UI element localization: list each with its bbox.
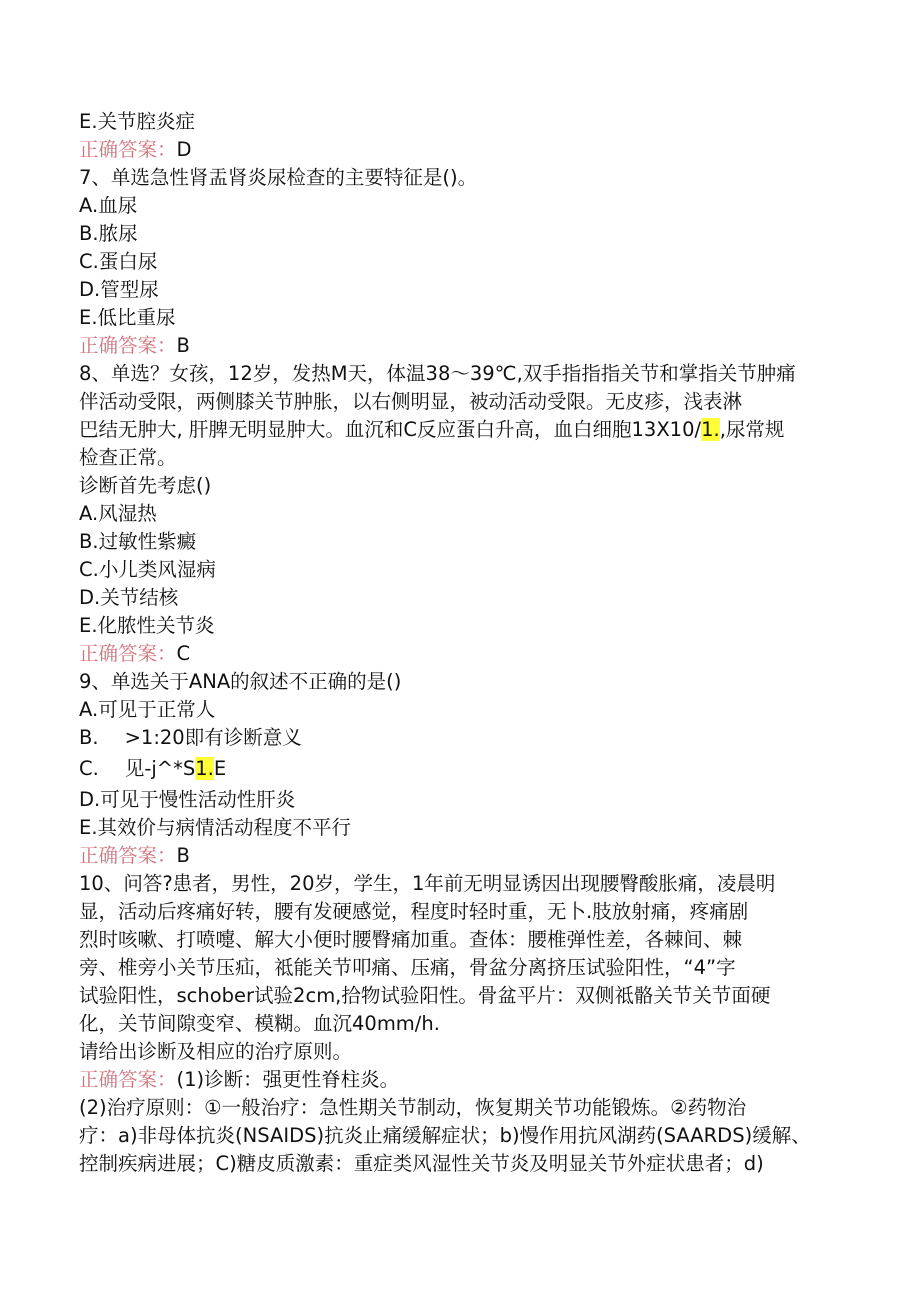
highlight-mark: 1. bbox=[701, 418, 720, 441]
q8-stem-line-2: 伴活动受限，两侧膝关节肿胀，以右侧明显，被动活动受限。无皮疹，浅表淋 bbox=[79, 390, 743, 413]
q10-answer bbox=[79, 1066, 831, 1094]
q10-answer-line-3: 疗：a)非母体抗炎(NSAIDS)抗炎止痛缓解症状；b)慢作用抗风湖药(SAARDS)缓解、 bbox=[79, 1124, 811, 1147]
q8-stem-line-4: 检查正常。 bbox=[79, 446, 177, 469]
q10-answer-line-2: (2)治疗原则：①一般治疗：急性期关节制动，恢复期关节功能锻炼。②药物治 bbox=[79, 1096, 747, 1119]
q10-stem-line-6: 化，关节间隙变窄、模糊。血沉40mm∕h. bbox=[79, 1012, 440, 1035]
q7-stem: 7、单选急性肾盂肾炎尿检查的主要特征是()。 bbox=[79, 166, 478, 189]
q6-answer bbox=[79, 136, 831, 164]
answer-label: 正确答案： bbox=[79, 844, 177, 867]
q10-answer-line-4: 控制疾病进展；C)糖皮质激素：重症类风湿性关节炎及明显关节外症状患者；d) bbox=[79, 1152, 764, 1175]
answer-label: 正确答案： bbox=[79, 642, 177, 665]
q7-option-a: A.血尿 bbox=[79, 194, 138, 217]
q8-option-c: C.小儿类风湿病 bbox=[79, 558, 216, 581]
q7-option-c: C.蛋白尿 bbox=[79, 250, 158, 273]
q10-stem-line-5: 试验阳性，schober试验2cm,拾物试验阳性。骨盆平片：双侧祗骼关节关节面硬 bbox=[79, 984, 771, 1007]
q8-stem-line-1: 8、单选？女孩，12岁，发热M天，体温38〜39℃,双手指指指关节和掌指关节肿痛 bbox=[79, 362, 796, 385]
q9-stem: 9、单选关于ANA的叙述不正确的是() bbox=[79, 670, 402, 693]
answer-value: B bbox=[176, 334, 190, 357]
answer-value: C bbox=[176, 642, 191, 665]
q9-option-c-text: 见-j^*S bbox=[124, 757, 196, 780]
q8-stem-line-3-text: 巴结无肿大, 肝脾无明显肿大。血沉和C反应蛋白升高，血白细胞13X10/ bbox=[79, 418, 702, 441]
q9-option-c-tail: E bbox=[213, 757, 227, 780]
q9-option-b bbox=[79, 724, 831, 755]
q10-stem-line-2: 显，活动后疼痛好转，腰有发硬感觉，程度时轻时重，无卜.肢放射痛，疼痛剧 bbox=[79, 900, 749, 923]
q9-answer bbox=[79, 842, 831, 870]
answer-value: (1)诊断：强更性脊柱炎。 bbox=[176, 1068, 400, 1091]
q8-option-e: E.化脓性关节炎 bbox=[79, 614, 215, 637]
q9-option-c-letter: C. bbox=[79, 757, 99, 780]
highlight-mark: 1. bbox=[195, 757, 214, 780]
q8-option-a: A.风湿热 bbox=[79, 502, 157, 525]
q10-stem-line-3: 烈时咳嗽、打喷嚏、解大小便时腰臀痛加重。查体：腰椎弹性差，各棘间、棘 bbox=[79, 928, 743, 951]
q8-option-b: B.过敏性紫癜 bbox=[79, 530, 197, 553]
q7-option-b: B.脓尿 bbox=[79, 222, 138, 245]
answer-label: 正确答案： bbox=[79, 138, 177, 161]
q10-stem-line-1: 10、问答?患者，男性，20岁，学生，1年前无明显诱因出现腰臀酸胀痛，凌晨明 bbox=[79, 872, 776, 895]
q9-option-d: D.可见于慢性活动性肝炎 bbox=[79, 788, 296, 811]
q9-option-a: A.可见于正常人 bbox=[79, 698, 216, 721]
q8-stem-line-3-tail: ,尿常规 bbox=[719, 418, 785, 441]
q8-answer bbox=[79, 640, 831, 668]
q7-answer bbox=[79, 332, 831, 360]
q8-prompt: 诊断首先考虑() bbox=[79, 474, 212, 497]
q10-prompt: 请给出诊断及相应的治疗原则。 bbox=[79, 1040, 353, 1063]
q7-option-e: E.低比重尿 bbox=[79, 306, 176, 329]
q9-option-e: E.其效价与病情活动程度不平行 bbox=[79, 816, 352, 839]
answer-value: D bbox=[176, 138, 192, 161]
q7-option-d: D.管型尿 bbox=[79, 278, 159, 301]
answer-label: 正确答案： bbox=[79, 1068, 177, 1091]
document-body bbox=[79, 108, 831, 1178]
q8-stem-line-3 bbox=[79, 416, 831, 444]
q8-option-d: D.关节结核 bbox=[79, 586, 179, 609]
answer-label: 正确答案： bbox=[79, 334, 177, 357]
q10-stem-line-4: 旁、椎旁小关节压疝，祗能关节叩痛、压痛，骨盆分离挤压试验阳性，“4”字 bbox=[79, 956, 736, 979]
q9-option-b-text: >1:20即有诊断意义 bbox=[124, 726, 302, 749]
answer-value: B bbox=[176, 844, 190, 867]
q6-option-e: E.关节腔炎症 bbox=[79, 110, 196, 133]
q9-option-b-letter: B. bbox=[79, 726, 99, 749]
q9-option-c bbox=[79, 755, 831, 786]
